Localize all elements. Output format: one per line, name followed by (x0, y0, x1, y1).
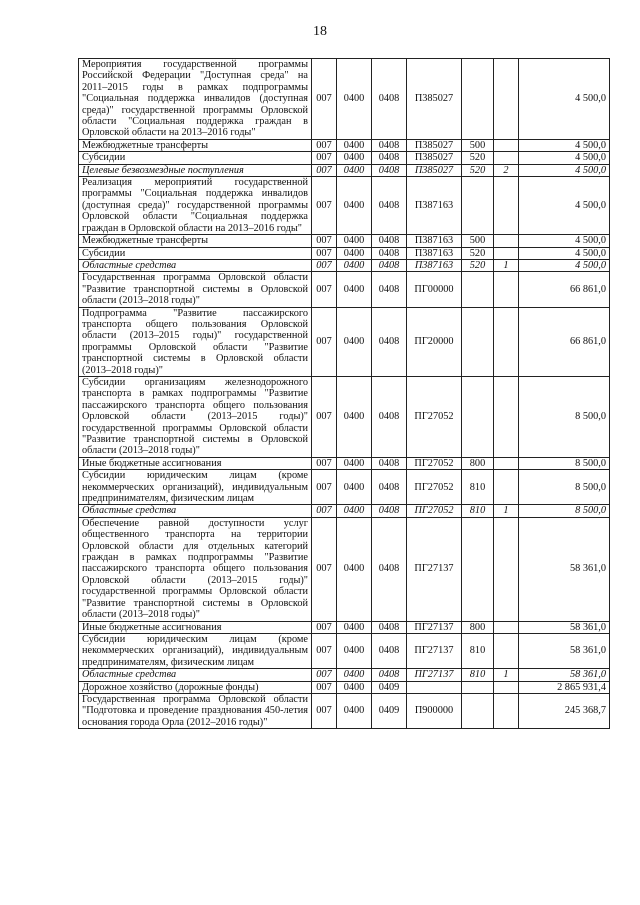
row-subsection-cell: 0409 (372, 681, 407, 693)
row-source-cell: 1 (494, 259, 519, 271)
row-source-cell (494, 633, 519, 668)
row-source-cell (494, 177, 519, 235)
row-target-article-cell: ПГ27137 (407, 633, 462, 668)
row-expense-type-cell (462, 307, 494, 376)
row-subsection-cell: 0408 (372, 633, 407, 668)
row-amount-cell: 4 500,0 (519, 177, 610, 235)
row-expense-type-cell: 520 (462, 164, 494, 176)
row-target-article-cell: П385027 (407, 152, 462, 164)
row-section-cell: 0400 (337, 259, 372, 271)
row-expense-type-cell (462, 59, 494, 140)
row-expense-type-cell (462, 693, 494, 728)
row-amount-cell: 58 361,0 (519, 669, 610, 681)
row-target-article-cell: ПГ27052 (407, 505, 462, 517)
row-target-article-cell: ПГ20000 (407, 307, 462, 376)
row-source-cell (494, 247, 519, 259)
row-section-cell: 0400 (337, 505, 372, 517)
row-grbs-cell: 007 (312, 376, 337, 457)
row-name-cell: Субсидии юридическим лицам (кроме некоммерческих организаций), индивидуальным предпринимателям, физическим лицам (79, 633, 312, 668)
row-section-cell: 0400 (337, 164, 372, 176)
row-name-cell: Мероприятия государственной программы Российской Федерации "Доступная среда" на 2011–2015 годы в рамках подпрограммы "Социальная поддержка инвалидов (доступная среда)" государственной программы Орловской области "Социальная поддержка граждан в Орловской области на 2013–2016 годы" (79, 59, 312, 140)
row-amount-cell: 8 500,0 (519, 470, 610, 505)
row-target-article-cell (407, 681, 462, 693)
row-expense-type-cell (462, 517, 494, 621)
row-subsection-cell: 0408 (372, 164, 407, 176)
row-subsection-cell: 0408 (372, 621, 407, 633)
row-subsection-cell: 0409 (372, 693, 407, 728)
row-grbs-cell: 007 (312, 272, 337, 307)
row-amount-cell: 4 500,0 (519, 247, 610, 259)
row-name-cell: Иные бюджетные ассигнования (79, 457, 312, 469)
row-subsection-cell: 0408 (372, 470, 407, 505)
row-section-cell: 0400 (337, 235, 372, 247)
row-target-article-cell: П387163 (407, 247, 462, 259)
row-source-cell: 2 (494, 164, 519, 176)
row-subsection-cell: 0408 (372, 177, 407, 235)
table-row (79, 235, 610, 247)
row-expense-type-cell: 810 (462, 633, 494, 668)
row-grbs-cell: 007 (312, 307, 337, 376)
row-subsection-cell: 0408 (372, 235, 407, 247)
row-target-article-cell: П385027 (407, 164, 462, 176)
row-expense-type-cell: 800 (462, 457, 494, 469)
row-expense-type-cell (462, 681, 494, 693)
row-grbs-cell: 007 (312, 681, 337, 693)
row-subsection-cell: 0408 (372, 139, 407, 151)
row-name-cell: Областные средства (79, 505, 312, 517)
row-grbs-cell: 007 (312, 139, 337, 151)
row-expense-type-cell (462, 177, 494, 235)
row-grbs-cell: 007 (312, 517, 337, 621)
row-grbs-cell: 007 (312, 235, 337, 247)
row-source-cell (494, 681, 519, 693)
table-row (79, 633, 610, 668)
row-section-cell: 0400 (337, 633, 372, 668)
row-name-cell: Областные средства (79, 259, 312, 271)
row-section-cell: 0400 (337, 621, 372, 633)
row-amount-cell: 58 361,0 (519, 633, 610, 668)
row-source-cell: 1 (494, 669, 519, 681)
table-row (79, 376, 610, 457)
row-grbs-cell: 007 (312, 164, 337, 176)
row-expense-type-cell: 520 (462, 152, 494, 164)
row-grbs-cell: 007 (312, 59, 337, 140)
row-name-cell: Субсидии юридическим лицам (кроме некоммерческих организаций), индивидуальным предпринимателям, физическим лицам (79, 470, 312, 505)
row-name-cell: Государственная программа Орловской области "Развитие транспортной системы в Орловской области (2013–2018 годы)" (79, 272, 312, 307)
row-target-article-cell: ПГ27137 (407, 517, 462, 621)
row-grbs-cell: 007 (312, 470, 337, 505)
row-target-article-cell: П387163 (407, 235, 462, 247)
row-subsection-cell: 0408 (372, 505, 407, 517)
row-amount-cell: 66 861,0 (519, 272, 610, 307)
row-amount-cell: 2 865 931,4 (519, 681, 610, 693)
row-target-article-cell: ПГ27137 (407, 621, 462, 633)
row-subsection-cell: 0408 (372, 272, 407, 307)
row-section-cell: 0400 (337, 177, 372, 235)
row-target-article-cell: ПГ00000 (407, 272, 462, 307)
row-subsection-cell: 0408 (372, 517, 407, 621)
row-expense-type-cell: 500 (462, 139, 494, 151)
budget-table (78, 58, 610, 729)
row-section-cell: 0400 (337, 669, 372, 681)
row-target-article-cell: П387163 (407, 259, 462, 271)
table-row (79, 517, 610, 621)
table-row (79, 669, 610, 681)
row-source-cell (494, 272, 519, 307)
row-grbs-cell: 007 (312, 259, 337, 271)
row-subsection-cell: 0408 (372, 307, 407, 376)
row-section-cell: 0400 (337, 59, 372, 140)
row-name-cell: Межбюджетные трансферты (79, 235, 312, 247)
row-target-article-cell: ПГ27137 (407, 669, 462, 681)
row-source-cell (494, 517, 519, 621)
table-row (79, 307, 610, 376)
row-source-cell (494, 621, 519, 633)
table-row (79, 139, 610, 151)
row-name-cell: Реализация мероприятий государственной программы "Социальная поддержка инвалидов (доступная среда)" государственной программы Орловской области "Социальная поддержка граждан в Орловской области на 2013–2016 годы" (79, 177, 312, 235)
row-grbs-cell: 007 (312, 505, 337, 517)
row-target-article-cell: П385027 (407, 59, 462, 140)
row-name-cell: Подпрограмма "Развитие пассажирского транспорта общего пользования Орловской области (2013–2015 годы)" государственной программы Орловской области "Развитие транспортной системы в Орловской области (2013–2018 годы)" (79, 307, 312, 376)
table-row (79, 505, 610, 517)
row-subsection-cell: 0408 (372, 59, 407, 140)
row-target-article-cell: ПГ27052 (407, 470, 462, 505)
row-target-article-cell: ПГ27052 (407, 457, 462, 469)
row-expense-type-cell: 520 (462, 247, 494, 259)
table-row (79, 152, 610, 164)
row-expense-type-cell: 810 (462, 669, 494, 681)
row-section-cell: 0400 (337, 457, 372, 469)
row-source-cell (494, 457, 519, 469)
row-name-cell: Межбюджетные трансферты (79, 139, 312, 151)
row-section-cell: 0400 (337, 139, 372, 151)
row-section-cell: 0400 (337, 376, 372, 457)
row-grbs-cell: 007 (312, 621, 337, 633)
row-source-cell: 1 (494, 505, 519, 517)
row-amount-cell: 4 500,0 (519, 235, 610, 247)
row-amount-cell: 8 500,0 (519, 505, 610, 517)
row-name-cell: Субсидии (79, 247, 312, 259)
row-expense-type-cell (462, 272, 494, 307)
table-row (79, 457, 610, 469)
row-section-cell: 0400 (337, 307, 372, 376)
row-grbs-cell: 007 (312, 693, 337, 728)
row-amount-cell: 4 500,0 (519, 164, 610, 176)
row-source-cell (494, 470, 519, 505)
row-target-article-cell: П385027 (407, 139, 462, 151)
row-expense-type-cell: 810 (462, 505, 494, 517)
row-name-cell: Субсидии (79, 152, 312, 164)
row-amount-cell: 4 500,0 (519, 139, 610, 151)
table-row (79, 247, 610, 259)
row-section-cell: 0400 (337, 693, 372, 728)
row-expense-type-cell: 520 (462, 259, 494, 271)
row-grbs-cell: 007 (312, 633, 337, 668)
row-section-cell: 0400 (337, 152, 372, 164)
row-amount-cell: 4 500,0 (519, 152, 610, 164)
row-source-cell (494, 59, 519, 140)
row-source-cell (494, 235, 519, 247)
row-grbs-cell: 007 (312, 152, 337, 164)
row-amount-cell: 245 368,7 (519, 693, 610, 728)
row-grbs-cell: 007 (312, 177, 337, 235)
row-subsection-cell: 0408 (372, 247, 407, 259)
row-name-cell: Дорожное хозяйство (дорожные фонды) (79, 681, 312, 693)
row-name-cell: Целевые безвозмездные поступления (79, 164, 312, 176)
row-expense-type-cell: 800 (462, 621, 494, 633)
row-expense-type-cell: 500 (462, 235, 494, 247)
row-target-article-cell: П900000 (407, 693, 462, 728)
row-name-cell: Субсидии организациям железнодорожного транспорта в рамках подпрограммы "Развитие пассажирского транспорта общего пользования Орловской области (2013–2015 годы)" государственной программы Орловской области "Развитие транспортной системы в Орловской области (2013–2018 годы)" (79, 376, 312, 457)
row-name-cell: Иные бюджетные ассигнования (79, 621, 312, 633)
row-subsection-cell: 0408 (372, 152, 407, 164)
row-subsection-cell: 0408 (372, 669, 407, 681)
table-row (79, 470, 610, 505)
row-target-article-cell: ПГ27052 (407, 376, 462, 457)
table-row (79, 259, 610, 271)
table-row (79, 164, 610, 176)
table-row (79, 693, 610, 728)
row-source-cell (494, 139, 519, 151)
row-section-cell: 0400 (337, 470, 372, 505)
row-source-cell (494, 307, 519, 376)
row-section-cell: 0400 (337, 272, 372, 307)
row-amount-cell: 4 500,0 (519, 59, 610, 140)
row-amount-cell: 8 500,0 (519, 376, 610, 457)
row-subsection-cell: 0408 (372, 457, 407, 469)
row-expense-type-cell: 810 (462, 470, 494, 505)
row-subsection-cell: 0408 (372, 259, 407, 271)
row-amount-cell: 58 361,0 (519, 517, 610, 621)
row-expense-type-cell (462, 376, 494, 457)
row-source-cell (494, 693, 519, 728)
table-row (79, 621, 610, 633)
table-row (79, 272, 610, 307)
row-amount-cell: 58 361,0 (519, 621, 610, 633)
row-subsection-cell: 0408 (372, 376, 407, 457)
row-source-cell (494, 376, 519, 457)
table-row (79, 59, 610, 140)
row-section-cell: 0400 (337, 517, 372, 621)
budget-table-body (79, 59, 610, 729)
row-amount-cell: 66 861,0 (519, 307, 610, 376)
row-amount-cell: 8 500,0 (519, 457, 610, 469)
row-source-cell (494, 152, 519, 164)
table-row (79, 681, 610, 693)
row-section-cell: 0400 (337, 681, 372, 693)
row-name-cell: Обеспечение равной доступности услуг общественного транспорта на территории Орловской области для отдельных категорий граждан в рамках подпрограммы "Развитие пассажирского транспорта общего пользования Орловской области (2013–2015 годы)" государственной программы Орловской области "Развитие транспортной системы в Орловской области (2013–2018 годы)" (79, 517, 312, 621)
row-grbs-cell: 007 (312, 247, 337, 259)
page-number: 18 (313, 24, 327, 39)
row-amount-cell: 4 500,0 (519, 259, 610, 271)
row-grbs-cell: 007 (312, 457, 337, 469)
row-section-cell: 0400 (337, 247, 372, 259)
table-row (79, 177, 610, 235)
row-name-cell: Областные средства (79, 669, 312, 681)
row-grbs-cell: 007 (312, 669, 337, 681)
row-name-cell: Государственная программа Орловской области "Подготовка и проведение празднования 450-летия основания города Орла (2012–2016 годы)" (79, 693, 312, 728)
row-target-article-cell: П387163 (407, 177, 462, 235)
